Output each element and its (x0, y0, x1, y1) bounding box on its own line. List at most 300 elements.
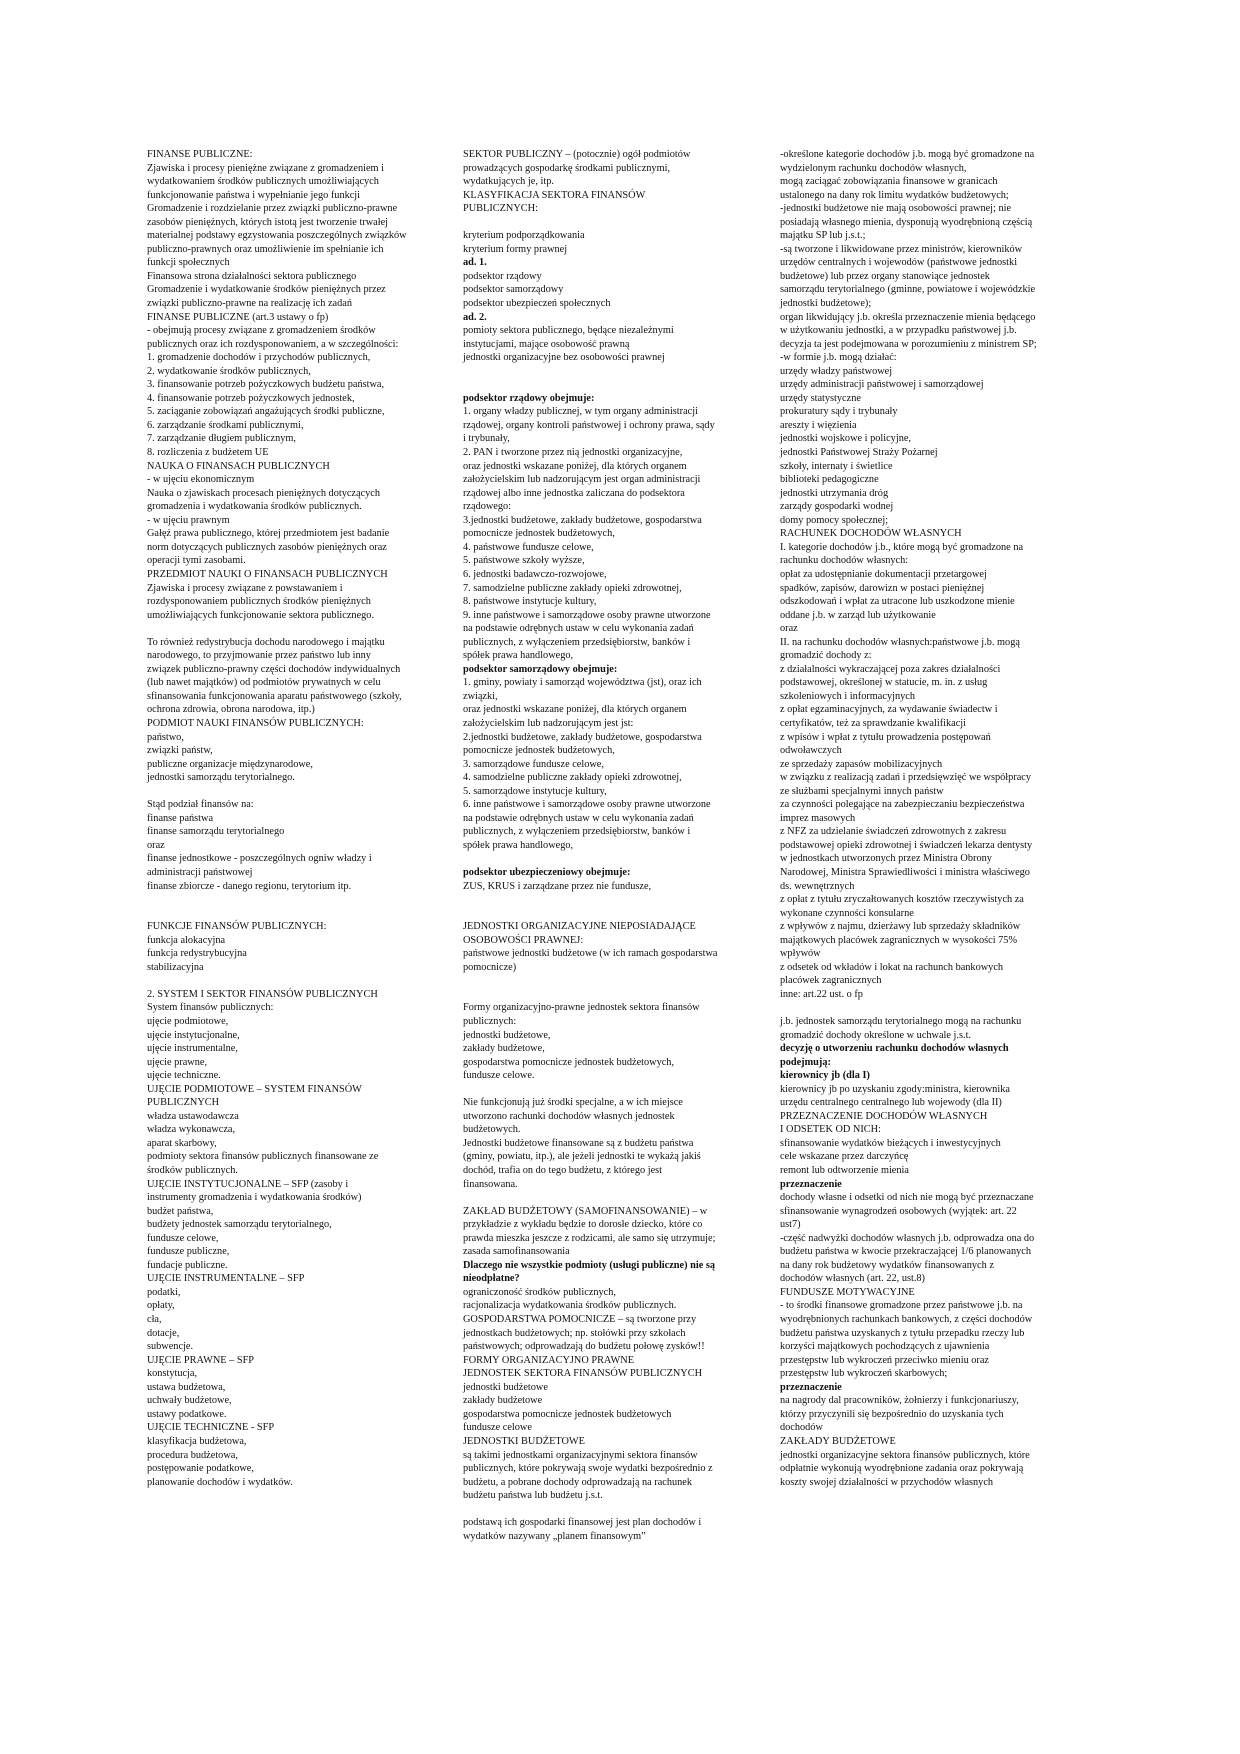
text-line: podatki, (147, 1286, 181, 1298)
text-line: pomocnicze) (463, 961, 517, 973)
text-line: klasyfikacja budżetowa, (147, 1435, 247, 1447)
text-line: szkoleniowych i informacyjnych (780, 690, 915, 702)
text-line: jednostki budżetowe, (463, 1029, 551, 1041)
text-line: za czynności polegające na zabezpieczaniu bezpieczeństwa (780, 799, 1025, 811)
text-line (147, 622, 447, 636)
text-line: jednostki budżetowe (463, 1381, 548, 1393)
text-line: I. kategorie dochodów j.b., które mogą być gromadzone na (780, 541, 1024, 553)
text-line: konstytucja, (147, 1368, 198, 1380)
text-line: budżetu państwa w kwocie przekraczającej 1/6 planowanych (780, 1246, 1032, 1258)
text-line: 5. zaciąganie zobowiązań angażujących środki publiczne, (147, 406, 385, 418)
text-line: remont lub odtworzenie mienia (780, 1165, 909, 1177)
text-line: dochodów (780, 1422, 823, 1434)
text-line: I ODSETEK OD NICH: (780, 1124, 881, 1136)
text-line: NAUKA O FINANSACH PUBLICZNYCH (147, 460, 330, 472)
text-line: władza ustawodawcza (147, 1110, 239, 1122)
text-line: związki państw, (147, 745, 213, 757)
text-line: ds. wewnętrznych (780, 880, 855, 892)
text-line: 1. gromadzenie dochodów i przychodów publicznych, (147, 352, 371, 364)
text-line: organ likwidujący j.b. określa przeznaczenie mienia będącego (780, 311, 1036, 323)
text-line: państwowych; odprowadzają do budżetu połowę zysków!! (463, 1341, 705, 1353)
text-line: zakłady budżetowe, (463, 1043, 545, 1055)
text-line: JEDNOSTEK SEKTORA FINANSÓW PUBLICZNYCH (463, 1368, 703, 1380)
text-line: FINANSE PUBLICZNE (art.3 ustawy o fp) (147, 311, 329, 323)
text-line: przestępstw lub wykroczeń skarbowych; (780, 1368, 948, 1380)
text-line: 6. inne państwowe i samorządowe osoby prawne utworzone (463, 799, 711, 811)
text-line: racjonalizacja wydatkowania środków publicznych. (463, 1300, 677, 1312)
text-line: 5. państwowe szkoły wyższe, (463, 555, 585, 567)
text-line: FINANSE PUBLICZNE: (147, 149, 253, 160)
text-line: Gromadzenie i rozdzielanie przez związki publiczno-prawne (147, 203, 398, 215)
text-line: i trybunały, (463, 433, 510, 445)
text-line: podsektor ubezpieczeń społecznych (463, 298, 611, 310)
text-line: ujęcie instrumentalne, (147, 1043, 238, 1055)
text-line: 8. państwowe instytucje kultury, (463, 596, 597, 608)
text-line: UJĘCIE PODMIOTOWE – SYSTEM FINANSÓW (147, 1083, 362, 1095)
text-line (147, 893, 447, 907)
text-line: wydzielonym rachunku dochodów własnych, (780, 162, 967, 174)
text-line: szkoły, internaty i świetlice (780, 460, 893, 472)
text-line: na podstawie odrębnych ustaw w celu wykonania zadań (463, 623, 694, 635)
text-line: posiadają własnego mienia, dysponują wyodrębnioną częścią (780, 216, 1033, 228)
text-line: wykonane czynności konsularne (780, 907, 914, 919)
text-line: publicznych oraz ich rozdysponowaniem, a w szczególności: (147, 338, 399, 350)
text-line (147, 907, 447, 921)
text-line: środków publicznych. (147, 1165, 238, 1177)
text-line: materialnej podstawy egzystowania poszczególnych związków (147, 230, 407, 242)
text-line: budżetu państwa uzyskanych z tytułu przepadku rzeczy lub (780, 1327, 1025, 1339)
text-line: z wpisów i wpłat z tytułu prowadzenia postępowań (780, 731, 991, 743)
text-line: wydatkowaniem środków publicznych umożliwiających (147, 176, 379, 188)
text-line: instrumenty gromadzenia i wydatkowania środków) (147, 1192, 362, 1204)
text-line: oddane j.b. w zarząd lub użytkowanie (780, 609, 936, 621)
text-line: sfinansowanie wynagrodzeń osobowych (wyjątek: art. 22 (780, 1205, 1017, 1217)
text-line: planowanie dochodów i wydatków. (147, 1476, 293, 1488)
text-line (147, 974, 447, 988)
text-line: założycielskim lub nadzorującym jest jst: (463, 717, 634, 729)
text-line: przeznaczenie (780, 1178, 842, 1190)
text-line: kryterium podporządkowania (463, 230, 585, 242)
text-line: GOSPODARSTWA POMOCNICZE – są tworzone przy (463, 1314, 697, 1326)
text-line: jednostki Państwowej Straży Pożarnej (780, 447, 938, 459)
text-line: operacji tymi zasobami. (147, 555, 246, 567)
text-line: - w ujęciu ekonomicznym (147, 474, 255, 486)
text-line: budżetu państwa lub budżetu j.s.t. (463, 1490, 603, 1502)
text-line: ad. 1. (463, 257, 487, 269)
text-line: - to środki finansowe gromadzone przez państwowe j.b. na (780, 1300, 1023, 1312)
text-column-1 (147, 148, 447, 1489)
text-line: Zjawiska i procesy pieniężne związane z gromadzeniem i (147, 162, 385, 174)
text-line: na nagrody dal pracowników, żołnierzy i funkcjonariuszy, (780, 1395, 1019, 1407)
text-line: z odsetek od wkładów i lokat na rachunch bankowych (780, 961, 1004, 973)
text-line: jednostki samorządu terytorialnego. (147, 772, 295, 784)
text-line: PUBLICZNYCH: (463, 203, 538, 215)
text-line: uchwały budżetowe, (147, 1395, 232, 1407)
text-line: są takimi jednostkami organizacyjnymi sektora finansów (463, 1449, 698, 1461)
text-line: sfinansowania funkcjonowania aparatu państwowego (szkoły, (147, 690, 402, 702)
text-line: publicznych, z wyłączeniem przedsiębiorstw, banków i (463, 636, 691, 648)
text-line: domy pomocy społecznej; (780, 514, 889, 526)
text-line: rządowej albo inne jednostka zaliczana do podsektora (463, 487, 685, 499)
text-line: ze sprzedaży zapasów mobilizacyjnych (780, 758, 943, 770)
text-line: w jednostkach utworzonych przez Ministra Obrony (780, 853, 992, 865)
text-line: Finansowa strona działalności sektora publicznego (147, 270, 357, 282)
text-line: Jednostki budżetowe finansowane są z budżetu państwa (463, 1137, 694, 1149)
text-line: SEKTOR PUBLICZNY – (potocznie) ogół podmiotów (463, 149, 691, 160)
text-line: z opłat egzaminacyjnych, za wydawanie świadectw i (780, 704, 998, 716)
text-line: zasada samofinansowania (463, 1246, 570, 1258)
text-line: JEDNOSTKI BUDŻETOWE (463, 1435, 585, 1447)
text-line: cele wskazane przez darczyńcę (780, 1151, 909, 1163)
text-line: ze służbami specjalnymi innych państw (780, 785, 944, 797)
text-line: rozdysponowaniem publicznych środków pieniężnych (147, 596, 371, 608)
text-line: funkcjonowanie państwa i wypełnianie jego funkcji (147, 189, 361, 201)
text-line: urzędów centralnych i wojewodów (państwowe jednostki (780, 257, 1018, 269)
text-line (463, 216, 763, 230)
text-line: 2.jednostki budżetowe, zakłady budżetowe, gospodarstwa (463, 731, 702, 743)
text-line: fundusze publiczne, (147, 1246, 230, 1258)
text-line: podsektor samorządowy (463, 284, 564, 296)
text-line: PRZEDMIOT NAUKI O FINANSACH PUBLICZNYCH (147, 568, 388, 580)
text-line: finanse państwa (147, 812, 214, 824)
text-line: odwoławczych (780, 745, 842, 757)
text-line: 3. finansowanie potrzeb pożyczkowych budżetu państwa, (147, 379, 385, 391)
text-line: Formy organizacyjno-prawne jednostek sektora finansów (463, 1002, 700, 1014)
text-line: JEDNOSTKI ORGANIZACYJNE NIEPOSIADAJĄCE (463, 921, 696, 933)
text-line: zasobów pieniężnych, których istotą jest tworzenie trwałej (147, 216, 389, 228)
text-line: imprez masowych (780, 812, 856, 824)
text-line: przeznaczenie (780, 1381, 842, 1393)
text-line: aparat skarbowy, (147, 1137, 217, 1149)
text-line: budżetowych. (463, 1124, 521, 1136)
text-line: podsektor samorządowy obejmuje: (463, 663, 618, 675)
text-line: wyodrębnionych rachunkach bankowych, z części dochodów (780, 1314, 1033, 1326)
text-line: kierownicy jb (dla I) (780, 1070, 870, 1082)
text-line: zarządy gospodarki wodnej (780, 501, 894, 513)
text-line: II. na rachunku dochodów własnych:państwowe j.b. mogą (780, 636, 1020, 648)
text-line: finanse jednostkowe - poszczególnych ogniw władzy i (147, 853, 372, 865)
text-line: podstawą ich gospodarki finansowej jest plan dochodów i (463, 1517, 702, 1529)
text-line: urzędu centralnego centralnego lub wojewody (dla II) (780, 1097, 1002, 1109)
text-line (463, 365, 763, 379)
text-line: FUNDUSZE MOTYWACYJNE (780, 1286, 915, 1298)
text-line: PRZEZNACZENIE DOCHODÓW WŁASNYCH (780, 1110, 988, 1122)
text-line: finanse samorządu terytorialnego (147, 826, 285, 838)
text-line: 2. SYSTEM I SEKTOR FINANSÓW PUBLICZNYCH (147, 988, 378, 1000)
text-line: podsektor ubezpieczeniowy obejmuje: (463, 866, 631, 878)
text-line: System finansów publicznych: (147, 1002, 274, 1014)
text-line: spółek prawa handlowego, (463, 839, 574, 851)
text-line: majątku SP lub j.s.t.; (780, 230, 866, 242)
text-line: UJĘCIE TECHNICZNE - SFP (147, 1422, 275, 1434)
text-line: spółek prawa handlowego, (463, 650, 574, 662)
text-line: 4. finansowanie potrzeb pożyczkowych jednostek, (147, 392, 355, 404)
text-line: Stąd podział finansów na: (147, 799, 254, 811)
text-line: instytucjami, mające osobowość prawną (463, 338, 630, 350)
text-line: procedura budżetowa, (147, 1449, 238, 1461)
text-line: wydatkujących je, itp. (463, 176, 554, 188)
text-line: władza wykonawcza, (147, 1124, 236, 1136)
text-line: RACHUNEK DOCHODÓW WŁASNYCH (780, 528, 962, 540)
text-line: rządowego: (463, 501, 512, 513)
text-line: decyzję o utworzeniu rachunku dochodów własnych (780, 1043, 1009, 1055)
text-line: certyfikatów, też za sprawdzanie kwalifikacji (780, 717, 967, 729)
text-line: dochodów własnych (art. 22, ust.8) (780, 1273, 925, 1285)
text-line: -jednostki budżetowe nie mają osobowości prawnej; nie (780, 203, 1012, 215)
text-line: -część nadwyżki dochodów własnych j.b. odprowadza ona do (780, 1232, 1035, 1244)
text-line: ust7) (780, 1219, 801, 1231)
text-line: gromadzić dochody z: (780, 650, 872, 662)
text-line: gromadzenia i wydatkowania środków publicznych. (147, 501, 362, 513)
text-line: wydatków nazywany „planem finansowym” (463, 1530, 646, 1542)
text-line: oraz (147, 839, 165, 851)
text-column-3 (780, 148, 1080, 1489)
text-line: jednostki organizacyjne bez osobowości prawnej (463, 352, 665, 364)
text-line: w związku z realizacją zadań i przedsięwzięć we współpracy (780, 772, 1031, 784)
text-line: 7. samodzielne publiczne zakłady opieki zdrowotnej, (463, 582, 682, 594)
text-line: związek publiczno-prawny części dochodów indywidualnych (147, 663, 401, 675)
text-line: ustawa budżetowa, (147, 1381, 226, 1393)
text-line: ujęcie podmiotowe, (147, 1016, 229, 1027)
text-line: jednostki wojskowe i policyjne, (780, 433, 911, 445)
text-line: pomocnicze jednostek budżetowych, (463, 745, 615, 757)
text-line: fundusze celowe (463, 1422, 532, 1434)
text-line (780, 1001, 1080, 1015)
text-line: norm dotyczących publicznych zasobów pieniężnych oraz (147, 541, 387, 553)
text-line: administracji państwowej (147, 866, 253, 878)
text-line: korzyści majątkowych pochodzących z ujawnienia (780, 1341, 990, 1353)
text-line: na podstawie odrębnych ustaw w celu wykonania zadań (463, 812, 694, 824)
text-line: UJĘCIE INSTRUMENTALNE – SFP (147, 1273, 305, 1285)
text-line: spadków, zapisów, darowizn w postaci pieniężnej (780, 582, 985, 594)
text-line: inne: art.22 ust. o fp (780, 988, 863, 1000)
text-line: przestępstw lub wykroczeń przeciwko mieniu oraz (780, 1354, 990, 1366)
text-line: publicznych, z wyłączeniem przedsiębiorstw, banków i (463, 826, 691, 838)
text-line: budżetu, a pobrane dochody odprowadzają na rachunek (463, 1476, 693, 1488)
text-line: pomocnicze jednostek budżetowych, (463, 528, 615, 540)
text-line: 4. państwowe fundusze celowe, (463, 541, 594, 553)
text-line: - w ujęciu prawnym (147, 514, 230, 526)
text-line: umożliwiających funkcjonowanie sektora publicznego. (147, 609, 375, 621)
text-line: jednostkach budżetowych; np. stołówki przy szkołach (463, 1327, 686, 1339)
text-line: areszty i więzienia (780, 419, 857, 431)
text-line (463, 378, 763, 392)
text-line: rachunku dochodów własnych: (780, 555, 909, 567)
text-line: placówek zagranicznych (780, 975, 882, 987)
text-line: publicznych, które pokrywają swoje wydatki bezpośrednio z (463, 1463, 713, 1475)
text-line: 6. zarządzanie środkami publicznymi, (147, 419, 304, 431)
text-line: ujęcie instytucjonalne, (147, 1029, 240, 1041)
text-line: -określone kategorie dochodów j.b. mogą być gromadzone na (780, 149, 1035, 160)
text-line: budżet państwa, (147, 1205, 214, 1217)
text-line: z działalności wykraczającej poza zakres działalności (780, 663, 1001, 675)
text-line: 2. wydatkowanie środków publicznych, (147, 365, 311, 377)
text-line: - obejmują procesy związane z gromadzeniem środków (147, 325, 376, 337)
text-line: ujęcie prawne, (147, 1056, 208, 1068)
text-line: oraz (780, 623, 798, 635)
text-line: z wpływów z najmu, dzierżawy lub sprzedaży składników (780, 921, 1021, 933)
text-line: 1. organy władzy publicznej, w tym organy administracji (463, 406, 698, 418)
text-line: ustalonego na dany rok limitu wydatków budżetowych; (780, 189, 1009, 201)
text-line: ZUS, KRUS i zarządzane przez nie fundusze, (463, 880, 652, 892)
text-line: z NFZ za udzielanie świadczeń zdrowotnych z zakresu (780, 826, 1007, 838)
text-line: podejmują: (780, 1056, 831, 1068)
text-line: majątkowych placówek zagranicznych w wysokości 75% (780, 934, 1018, 946)
text-line: j.b. jednostek samorządu terytorialnego mogą na rachunku (780, 1016, 1022, 1027)
text-line: ograniczoność środków publicznych, (463, 1286, 616, 1298)
text-line: finansowana. (463, 1178, 518, 1190)
text-line: oraz jednostki wskazane poniżej, dla których organem (463, 460, 687, 472)
text-line: podmioty sektora finansów publicznych finansowane ze (147, 1151, 379, 1163)
text-line: gospodarstwa pomocnicze jednostek budżetowych, (463, 1056, 675, 1068)
text-line: wpływów (780, 948, 821, 960)
text-line: jednostki organizacyjne sektora finansów publicznych, które (780, 1449, 1030, 1461)
text-line: na dany rok budżetowy wydatków finansowanych z (780, 1259, 994, 1271)
text-line: 1. gminy, powiaty i samorząd województwa (jst), oraz ich (463, 677, 702, 689)
text-line: Zjawiska i procesy związane z powstawaniem i (147, 582, 343, 594)
text-line: KLASYFIKACJA SEKTORA FINANSÓW (463, 189, 646, 201)
text-line: Nie funkcjonują już środki specjalne, a w ich miejsce (463, 1097, 683, 1109)
text-line: (lub nawet majątków) od podmiotów prywatnych w celu (147, 677, 381, 689)
text-line: Narodowej, Ministra Sprawiedliwości i ministra właściwego (780, 866, 1030, 878)
text-line: 3. samorządowe fundusze celowe, (463, 758, 604, 770)
text-line: którzy przyczynili się bezpośrednio do uzyskania tych (780, 1408, 1004, 1420)
text-line: państwowe jednostki budżetowe (w ich ramach gospodarstwa (463, 948, 718, 960)
text-line: budżetowe) lub przez organy stanowiące jednostek (780, 270, 990, 282)
text-line: opłat za udostępnianie dokumentacji przetargowej (780, 568, 987, 580)
text-line: przykładzie z wykładu będzie to dorosłe dziecko, które co (463, 1219, 703, 1231)
text-line: ujęcie techniczne. (147, 1070, 221, 1082)
text-line: publiczne organizacje międzynarodowe, (147, 758, 313, 770)
text-line: narodowego, to przyjmowanie przez państwo lub inny (147, 650, 371, 662)
text-line: stabilizacyjna (147, 961, 204, 973)
text-line: w użytkowaniu jednostki, a w przypadku państwowej j.b. (780, 325, 1017, 337)
text-line: podsektor rządowy (463, 270, 542, 282)
text-line: cła, (147, 1314, 162, 1326)
text-line: OSOBOWOŚCI PRAWNEJ: (463, 934, 584, 946)
text-line: PODMIOT NAUKI FINANSÓW PUBLICZNYCH: (147, 717, 364, 729)
text-line: państwo, (147, 731, 184, 743)
text-line: 5. samorządowe instytucje kultury, (463, 785, 607, 797)
text-line: biblioteki pedagogiczne (780, 474, 879, 486)
text-line: UJĘCIE INSTYTUCJONALNE – SFP (zasoby i (147, 1178, 349, 1190)
text-line: jednostki budżetowe); (780, 298, 872, 310)
text-line: subwencje. (147, 1341, 194, 1353)
text-line (463, 974, 763, 988)
text-line: 9. inne państwowe i samorządowe osoby prawne utworzone (463, 609, 711, 621)
text-line: sfinansowanie wydatków bieżących i inwestycyjnych (780, 1137, 1001, 1149)
text-line: To również redystrybucja dochodu narodowego i majątku (147, 636, 385, 648)
text-line: ochrona zdrowia, obrona narodowa, itp.) (147, 704, 315, 716)
text-line: nieodpłatne? (463, 1273, 520, 1285)
text-line: funkcja alokacyjna (147, 934, 226, 946)
text-line: rządowej, organy kontroli państwowej i ochrony prawa, sądy (463, 419, 715, 431)
text-line (147, 785, 447, 799)
text-line: budżety jednostek samorządu terytorialnego, (147, 1219, 332, 1231)
text-line: fundusze celowe. (463, 1070, 535, 1082)
text-line: UJĘCIE PRAWNE – SFP (147, 1354, 255, 1366)
text-line: zakłady budżetowe (463, 1395, 543, 1407)
text-line (463, 907, 763, 921)
text-line: 6. jednostki badawczo-rozwojowe, (463, 568, 607, 580)
text-line: funkcja redystrybucyjna (147, 948, 247, 960)
text-line: (gminy, powiatu, itp.), ale jeżeli jednostki te wykażą jakiś (463, 1151, 701, 1163)
text-line: podsektor rządowy obejmuje: (463, 392, 595, 404)
text-line: pomioty sektora publicznego, będące niezależnymi (463, 325, 674, 337)
text-line: podstawowej opieki zdrowotnej i świadczeń lekarza dentysty (780, 839, 1033, 851)
text-line: podstawowej, określonej w statucie, m. in. z usług (780, 677, 988, 689)
text-line: gromadzić dochody określone w uchwale j.s.t. (780, 1029, 972, 1041)
text-line: -są tworzone i likwidowane przez ministrów, kierowników (780, 243, 1023, 255)
text-line: dotacje, (147, 1327, 180, 1339)
text-column-2 (463, 148, 763, 1543)
text-line: decyzja ta jest podejmowana w porozumieniu z ministrem SP; (780, 338, 1037, 350)
text-line: prowadzących gospodarkę środkami publicznymi, (463, 162, 671, 174)
text-line: postępowanie podatkowe, (147, 1463, 254, 1475)
text-line: ad. 2. (463, 311, 487, 323)
text-line: Dlaczego nie wszystkie podmioty (usługi publiczne) nie są (463, 1259, 715, 1271)
text-line: finanse zbiorcze - danego regionu, terytorium itp. (147, 880, 352, 892)
text-line: związki, (463, 690, 498, 702)
text-line: oraz jednostki wskazane poniżej, dla których organem (463, 704, 687, 716)
text-line: opłaty, (147, 1300, 175, 1312)
text-line: mogą zaciągać zobowiązania finansowe w granicach (780, 176, 998, 188)
text-line: PUBLICZNYCH (147, 1097, 220, 1109)
text-line: publiczno-prawnych oraz umożliwienie im spełnianie ich (147, 243, 384, 255)
text-line: Nauka o zjawiskach procesach pieniężnych dotyczących (147, 487, 380, 499)
text-line: związki publiczno-prawne na realizację ich zadań (147, 298, 352, 310)
text-line: publicznych: (463, 1016, 517, 1027)
text-line: prokuratury sądy i trybunały (780, 406, 898, 418)
text-line: kryterium formy prawnej (463, 243, 568, 255)
text-line: kierownicy jb po uzyskaniu zgody:ministra, kierownika (780, 1083, 1010, 1095)
text-line: 4. samodzielne publiczne zakłady opieki zdrowotnej, (463, 772, 682, 784)
text-line: fundusze celowe, (147, 1232, 219, 1244)
text-line: utworzono rachunki dochodów własnych jednostek (463, 1110, 675, 1122)
text-line: urzędy administracji państwowej i samorządowej (780, 379, 984, 391)
text-line: urzędy władzy państwowej (780, 365, 893, 377)
text-line: 3.jednostki budżetowe, zakłady budżetowe, gospodarstwa (463, 514, 702, 526)
text-line: koszty swojej działalności w przychodów własnych (780, 1476, 994, 1488)
text-line: ustawy podatkowe. (147, 1408, 227, 1420)
text-line: dochód, trafia on do tego budżetu, z którego jest (463, 1165, 663, 1177)
text-line: odszkodowań i wpłat za utracone lub uszkodzone mienie (780, 596, 1015, 608)
text-line (463, 893, 763, 907)
text-line (463, 988, 763, 1002)
text-line: dochody własne i odsetki od nich nie mogą być przeznaczane (780, 1192, 1034, 1204)
text-line (463, 1503, 763, 1517)
text-line: urzędy statystyczne (780, 392, 861, 404)
text-line: z opłat z tytułu zryczałtowanych kosztów rzeczywistych za (780, 894, 1024, 906)
text-line: ZAKŁADY BUDŻETOWE (780, 1435, 896, 1447)
text-line: -w formie j.b. mogą działać: (780, 352, 897, 364)
text-line: 2. PAN i tworzone przez nią jednostki organizacyjne, (463, 447, 683, 459)
text-line: prawda mieszka jeszcze z rodzicami, ale samo się utrzymuje; (463, 1232, 716, 1244)
text-line: założycielskim lub nadzorującym jest organ administracji (463, 474, 701, 486)
text-line: odpłatnie wykonują wyodrębnione zadania oraz pokrywają (780, 1463, 1024, 1475)
text-line: FUNKCJE FINANSÓW PUBLICZNYCH: (147, 921, 327, 933)
text-line: 8. rozliczenia z budżetem UE (147, 447, 269, 459)
text-line: Gromadzenie i wydatkowanie środków pieniężnych przez (147, 284, 386, 296)
text-line: funkcji społecznych (147, 257, 230, 269)
text-line: fundacje publiczne. (147, 1259, 228, 1271)
text-line: samorządu terytorialnego (gminne, powiatowe i wojewódzkie (780, 284, 1036, 296)
text-line: FORMY ORGANIZACYJNO PRAWNE (463, 1354, 634, 1366)
text-line: ZAKŁAD BUDŻETOWY (SAMOFINANSOWANIE) – w (463, 1205, 708, 1217)
text-line (463, 852, 763, 866)
text-line: Gałęź prawa publicznego, której przedmiotem jest badanie (147, 528, 390, 540)
text-line: 7. zarządzanie długiem publicznym, (147, 433, 296, 445)
